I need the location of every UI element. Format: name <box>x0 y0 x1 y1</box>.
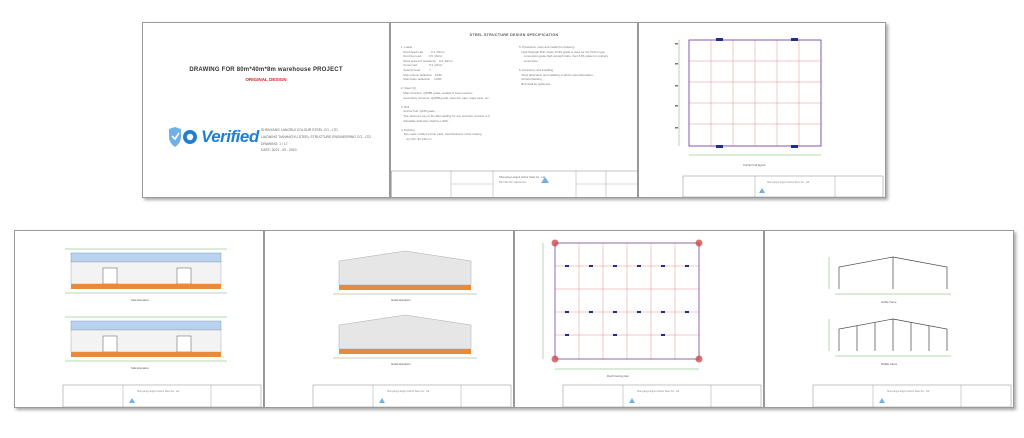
spec-line: Roof live load 0.5 kN/m² <box>401 54 443 59</box>
spec-line: Steel fabrication and installing of all the steel fabrication, <box>519 72 594 77</box>
spec-line: Allowable deflection shall be L/180 ... <box>401 118 451 123</box>
spec-line: 3. Bolt <box>401 104 410 109</box>
drawing-sheet-gable-elevations[interactable] <box>264 230 514 408</box>
spec-line: High Strength Bolt: Class 10.9S grade is used for the friction type <box>519 49 605 54</box>
spec-line: ...connection. <box>519 58 539 63</box>
side-elevation-a-caption: Side Elevation <box>131 298 149 302</box>
verified-badge-icon <box>165 125 199 149</box>
end-elevation-a-caption: Gable Elevation <box>391 298 411 302</box>
spec-line: Bolt shall be tightened... <box>519 81 553 86</box>
spec-line: Main structure: Q345B grade, welded H-beam section <box>401 90 473 95</box>
cover-title: DRAWING FOR 80m*40m*8m warehouse PROJECT <box>189 67 343 73</box>
cover-subtitle: ORIGINAL DESIGN <box>245 77 287 82</box>
spec-line: Secondary structure: Q235B grade, steel bar, pipe, angle steel, etc. <box>401 95 490 100</box>
verified-logo <box>165 125 259 149</box>
spec-line: The minimum size of the fillet welding for any structure member is 6 <box>401 113 490 118</box>
anchor-plan-caption: Anchor bolt layout <box>743 163 766 167</box>
spec-line: ...connection grade high strength bolts, then 8.8S grade for ordinary <box>519 54 609 59</box>
drawing-sheet-specification[interactable] <box>390 22 638 198</box>
drawing-sheet-anchor-plan[interactable] <box>638 22 886 198</box>
title-block-project: 80m*40m*8m warehouse <box>499 181 526 184</box>
drawing-sheet-cover[interactable] <box>142 22 390 198</box>
frame-b-caption: Middle frame <box>881 362 898 366</box>
roof-plan-drawing <box>515 231 764 408</box>
spec-title: STEEL STRUCTURE DESIGN SPECIFICATION <box>469 33 559 37</box>
company-line: DRAWING: 1 / 17 <box>261 141 288 146</box>
spec-line: Roof dead load 0.3 kN/m² <box>401 49 445 54</box>
side-elevation-drawing <box>15 231 264 408</box>
side-elevation-b-caption: Side Elevation <box>131 366 149 370</box>
spec-line: All field Welding ... <box>519 77 545 82</box>
spec-line: ....dry film: 90-130 um <box>401 136 432 141</box>
end-elevation-b-caption: Gable Elevation <box>391 362 411 366</box>
logo-text: Verified <box>201 127 259 146</box>
spec-line: 2. Steel (Q) <box>401 86 416 91</box>
company-line: LIAONING TIANHAOYU STEEL STRUCTURE ENGINEERING CO., LTD <box>261 134 371 139</box>
spec-line: 1. Loads <box>401 45 413 49</box>
spec-line: Two coats of Alkyd primer paint, total thickness of the coating <box>401 132 482 137</box>
anchor-plan-drawing <box>639 23 886 198</box>
spec-line: 6. Accessory and installing <box>519 67 554 72</box>
title-block-company: Shenyang Langrui Colour Steel Co., Ltd <box>387 390 430 393</box>
drawing-sheet-frames[interactable] <box>764 230 1014 408</box>
title-block-company: Shenyang Langrui Colour Steel Co., Ltd <box>499 176 545 179</box>
frame-a-caption: Gable frame <box>881 300 897 304</box>
spec-line: Max column deflection 1/150 <box>401 72 442 77</box>
drawing-sheet-side-elevations[interactable] <box>14 230 264 408</box>
title-block-company: Shenyang Langrui Colour Steel Co., Ltd <box>767 181 810 184</box>
spec-line: Wind speed of resistance 0.6 kN/m² <box>401 58 453 63</box>
title-block <box>391 23 638 198</box>
title-block-company: Shenyang Langrui Colour Steel Co., Ltd <box>137 390 180 393</box>
company-line: SHENYANG LANGRUI COLOUR STEEL CO., LTD <box>261 128 338 132</box>
drawing-sheet-roof-plan[interactable] <box>514 230 764 408</box>
roof-plan-caption: Roof bracing plan <box>607 374 629 378</box>
spec-line: Max beam deflection 1/180 <box>401 77 442 82</box>
spec-line: 5. Production, tests and install (for drawing) <box>519 45 575 49</box>
title-block-company: Shenyang Langrui Colour Steel Co., Ltd <box>637 390 680 393</box>
company-line: DATE: 2021 - 09 - 2019 <box>261 148 297 153</box>
company-info <box>261 127 371 154</box>
gable-elevation-drawing <box>265 231 514 408</box>
spec-line: Snow load 0.3 kN/m² <box>401 63 443 68</box>
title-block-company: Shenyang Langrui Colour Steel Co., Ltd <box>887 390 930 393</box>
spec-line: Seismic level 7 <box>401 67 431 72</box>
spec-line: Anchor bolt: Q235 grade, ... <box>401 109 439 114</box>
frame-drawing <box>765 231 1014 408</box>
spec-line: 4. Painting <box>401 127 415 132</box>
